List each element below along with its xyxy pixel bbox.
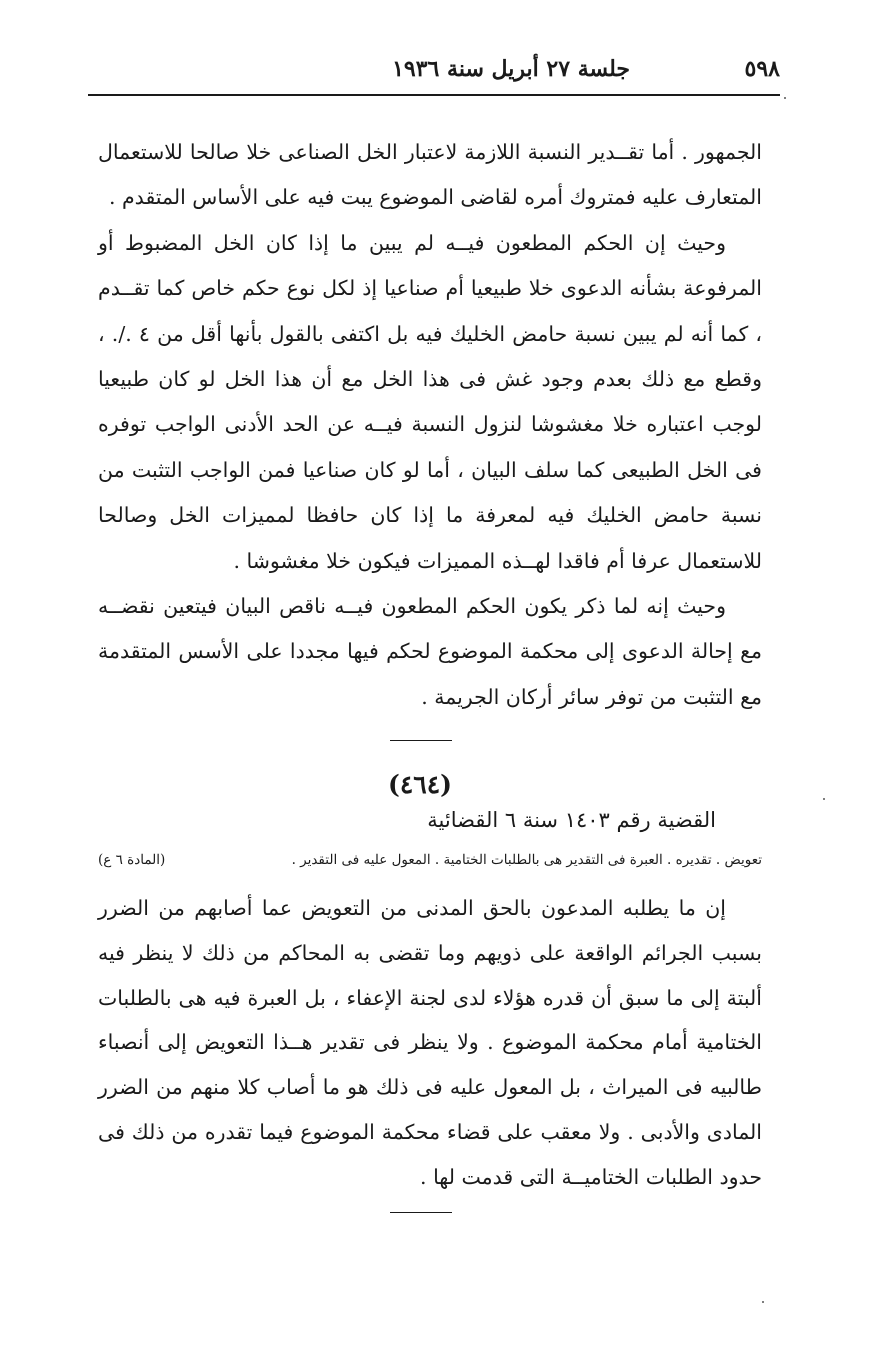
holding-paragraph: إن ما يطلبه المدعون بالحق المدنى من التعويض عما أصابهم من الضرر بسبب الجرائم الواقعة على ذويهم وما تقضى به المحاكم من ذلك لا ينظر فيه ألبتة إلى ما سبق أن قدره هؤلاء لدى لجنة الإعفاء ، بل العبرة فيه هى بالطلبات الختامية أمام محكمة الموضوع . ولا ينظر فى تقدير هــذا التعويض إلى أنصباء طالبيه فى الميراث ، بل المعول عليه فى ذلك هو ما أصاب كلا منهم من الضرر المادى والأدبى . ولا معقب على قضاء محكمة الموضوع فيما تقدره من ذلك فى حدود الطلبات الختاميــة التى قدمت لها . xyxy=(98,896,762,1189)
running-title: جلسة ٢٧ أبريل سنة ١٩٣٦ xyxy=(392,56,630,82)
print-speck xyxy=(784,97,786,99)
section-divider xyxy=(390,1212,452,1213)
section-divider xyxy=(390,740,452,741)
body-text-section-1 xyxy=(98,130,762,720)
paragraph: وحيث إنه لما ذكر يكون الحكم المطعون فيــه ناقص البيان فيتعين نقضــه مع إحالة الدعوى إلى محكمة الموضوع لحكم فيها مجددا على الأسس المتقدمة مع التثبت من توفر سائر أركان الجريمة . xyxy=(98,594,762,709)
print-speck xyxy=(762,1301,764,1303)
summary-keywords: تعويض . تقديره . العبرة فى التقدير هى بالطلبات الختامية . المعول عليه فى التقدير . xyxy=(291,852,762,868)
paragraph: الجمهور . أما تقــدير النسبة اللازمة لاعتبار الخل الصناعى خلا صالحا للاستعمال المتعارف عليه فمتروك أمره لقاضى الموضوع يبت فيه على الأساس المتقدم . xyxy=(98,140,762,210)
case-summary xyxy=(98,852,762,878)
header-rule xyxy=(88,94,780,96)
print-speck xyxy=(823,798,825,800)
page-number: ٥٩٨ xyxy=(744,56,780,82)
paragraph: وحيث إن الحكم المطعون فيــه لم يبين ما إذا كان الخل المضبوط أو المرفوعة بشأنه الدعوى خلا طبيعيا أم صناعيا إذ لكل نوع حكم خاص كما تقــدم ، كما أنه لم يبين نسبة حامض الخليك فيه بل اكتفى بالقول بأنها أقل من ٤ ./. ، وقطع مع ذلك بعدم وجود غش فى هذا الخل مع أن هذا الخل لو كان طبيعيا لوجب اعتباره خلا مغشوشا لنزول النسبة فيــه عن الحد الأدنى الواجب توفره فى الخل الطبيعى كما سلف البيان ، أما لو كان صناعيا فمن الواجب التثبت من نسبة حامض الخليك فيه لمعرفة ما إذا كان حافظا لمميزات الخل وصالحا للاستعمال عرفا أم فاقدا لهــذه المميزات فيكون خلا مغشوشا . xyxy=(98,230,762,573)
case-number: (٤٦٤) xyxy=(388,770,452,799)
page-header xyxy=(88,54,780,90)
case-reference: القضية رقم ١٤٠٣ سنة ٦ القضائية xyxy=(427,808,716,832)
summary-article: (المادة ٦ ع) xyxy=(98,852,166,868)
body-text-section-2 xyxy=(98,886,762,1200)
